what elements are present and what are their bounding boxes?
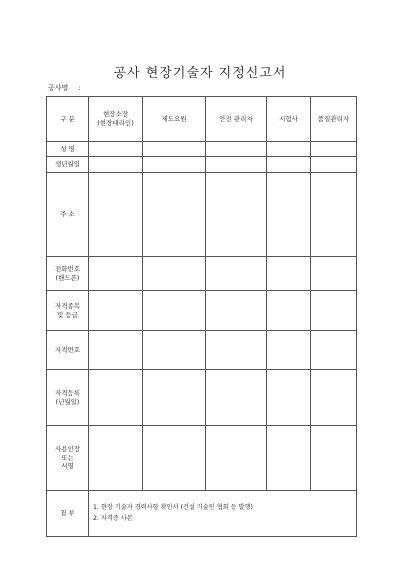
header-row (47, 97, 357, 142)
document-title: 공사 현장기술자 지정신고서 (113, 66, 287, 81)
form-cell[interactable] (89, 142, 143, 157)
form-cell[interactable] (206, 142, 267, 157)
form-cell[interactable] (267, 426, 311, 491)
form-cell[interactable] (143, 173, 206, 257)
header-site-manager: 현장소장 (현장대리인) (89, 97, 143, 142)
form-cell[interactable] (143, 157, 206, 173)
form-cell[interactable] (206, 426, 267, 491)
table-row (47, 291, 357, 331)
form-cell[interactable] (206, 157, 267, 173)
form-cell[interactable] (267, 331, 311, 370)
table-row (47, 331, 357, 370)
form-cell[interactable] (206, 257, 267, 291)
row-label-address: 주 소 (47, 173, 89, 257)
form-cell[interactable] (89, 257, 143, 291)
form-cell[interactable] (311, 142, 357, 157)
form-cell[interactable] (143, 291, 206, 331)
form-cell[interactable] (206, 173, 267, 257)
row-label-phone: 전화번호 (핸드폰) (47, 257, 89, 291)
table-row (47, 173, 357, 257)
row-label-qualification-grade: 자격종목 및 등급 (47, 291, 89, 331)
form-cell[interactable] (89, 173, 143, 257)
form-cell[interactable] (267, 291, 311, 331)
table-row (47, 370, 357, 426)
project-name-label: 공사명 (48, 84, 69, 92)
form-cell[interactable] (311, 370, 357, 426)
form-cell[interactable] (311, 157, 357, 173)
form-cell[interactable] (267, 173, 311, 257)
form-cell[interactable] (143, 142, 206, 157)
form-cell[interactable] (267, 142, 311, 157)
table-row (47, 426, 357, 491)
header-category: 구 분 (47, 97, 89, 142)
form-cell[interactable] (89, 157, 143, 173)
table-row (47, 157, 357, 173)
attachment-list (89, 491, 357, 537)
form-cell[interactable] (311, 426, 357, 491)
form-cell[interactable] (206, 370, 267, 426)
form-cell[interactable] (143, 257, 206, 291)
table-row (47, 142, 357, 157)
form-cell[interactable] (89, 370, 143, 426)
form-cell[interactable] (311, 291, 357, 331)
designation-form-table (46, 96, 357, 537)
row-label-attachment: 첨 부 (47, 491, 89, 537)
form-cell[interactable] (89, 291, 143, 331)
row-label-birthdate: 생년월일 (47, 157, 89, 173)
form-cell[interactable] (311, 173, 357, 257)
header-tester: 시험사 (267, 97, 311, 142)
form-cell[interactable] (143, 370, 206, 426)
attachment-item: 1. 현장 기술자 경력사항 확인서 (건설 기술인 협회 등 발행) (93, 504, 253, 512)
form-cell[interactable] (267, 157, 311, 173)
form-cell[interactable] (143, 426, 206, 491)
form-cell[interactable] (311, 331, 357, 370)
form-cell[interactable] (89, 331, 143, 370)
form-cell[interactable] (267, 370, 311, 426)
form-cell[interactable] (206, 291, 267, 331)
table-row (47, 257, 357, 291)
row-label-name: 성 명 (47, 142, 89, 157)
row-label-registration-date: 자격등록 (년월일) (47, 370, 89, 426)
header-safety-manager: 안전 관리자 (206, 97, 267, 142)
row-label-license-number: 자격번호 (47, 331, 89, 370)
form-cell[interactable] (267, 257, 311, 291)
project-name-colon: : (78, 84, 81, 92)
attachment-item: 2. 자격증 사본 (93, 514, 133, 522)
form-cell[interactable] (311, 257, 357, 291)
header-drafter: 제도요원 (143, 97, 206, 142)
attachment-row (47, 491, 357, 537)
project-name-line (48, 83, 81, 93)
header-quality-manager: 품질관리자 (311, 97, 357, 142)
row-label-seal-signature: 사용인장 또는 서명 (47, 426, 89, 491)
form-cell[interactable] (143, 331, 206, 370)
form-cell[interactable] (89, 426, 143, 491)
form-cell[interactable] (206, 331, 267, 370)
